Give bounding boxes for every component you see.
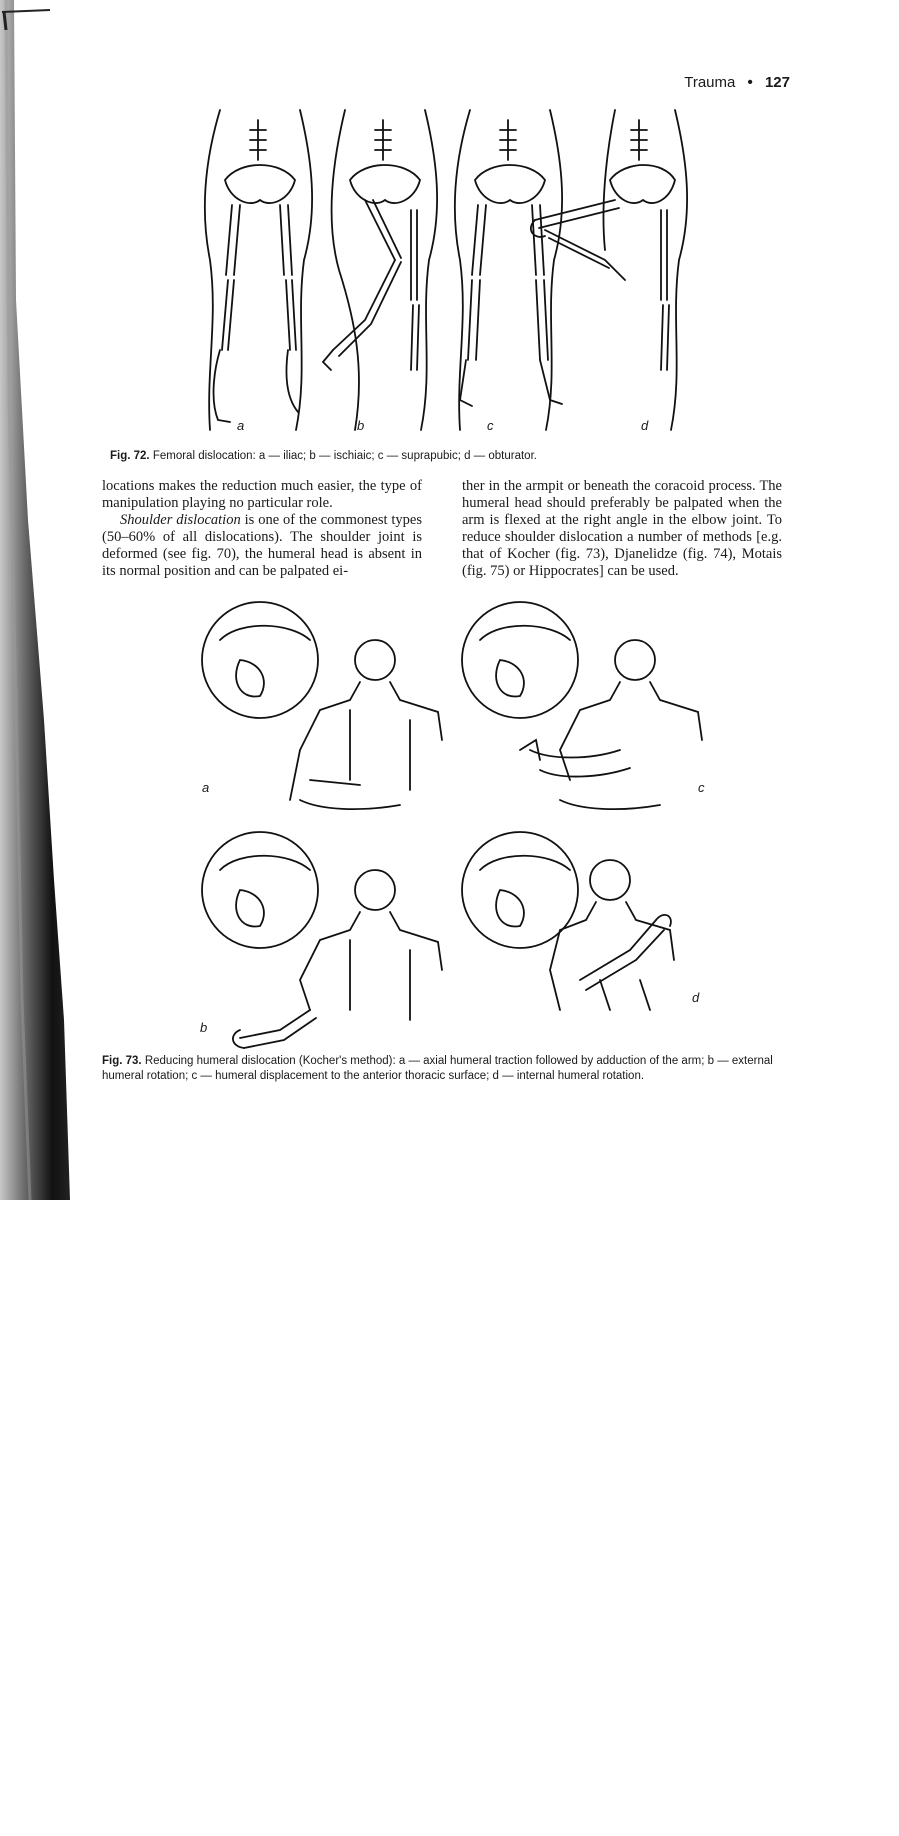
fig72-label-d: d [641,418,649,433]
fig73-label-c: c [698,780,705,795]
fig72-panel-a-skeleton [205,110,312,430]
figure-73-illustration [200,600,720,1050]
fig73-label-d: d [692,990,700,1005]
fig73-panel-c [462,602,702,809]
fig73-label-a: a [202,780,210,795]
figure-73-caption [102,1054,792,1084]
figure-72-illustration [200,100,720,440]
body-left-paragraph-2 [102,512,422,580]
running-header [640,74,790,96]
fig73-label-b: b [200,1020,208,1035]
fig73-caption-text: Reducing humeral dislocation (Kocher's method): a — axial humeral traction followed by adduction of the arm; b — external humeral rotation; c — humeral displacement to the anterior thoracic surface; d — internal humeral rotation. [102,1055,773,1082]
header-separator: • [747,74,753,91]
body-left-paragraph-1: locations makes the reduction much easier, the type of manipulation playing no particular role. [102,478,422,511]
section-title: Trauma [684,74,736,91]
body-right-paragraph: ther in the armpit or beneath the coracoid process. The humeral head should preferably be palpated when the arm is flexed at the right angle in the elbow joint. To reduce shoulder dislocation a number of methods [e.g. that of Kocher (fig. 73), Djanelidze (fig. 74), Motais (fig. 75) or Hippocrates] can be used. [462,478,782,579]
fig73-panel-b [202,832,442,1048]
fig72-label-b: b [357,418,365,433]
fig72-caption-text: Femoral dislocation: a — iliac; b — ischiaic; c — suprapubic; d — obturator. [152,450,537,462]
fig73-caption-prefix: Fig. 73. [102,1055,142,1067]
body-right-column [462,478,782,580]
shoulder-dislocation-term: Shoulder dislocation [120,512,241,528]
corner-crop-mark [0,0,52,30]
body-left-column [102,478,422,580]
fig73-panel-a [202,602,442,809]
body-left-paragraph-2-text: is one of the commonest types (50–60% of all dislocations). The shoulder joint is deformed (see fig. 70), the humeral head is absent in its normal position and can be palpated ei- [102,512,423,579]
fig72-panel-c-skeleton [455,110,562,430]
page-binding-shadow [0,0,78,1200]
fig72-label-a: a [237,418,245,433]
fig72-label-c: c [487,418,494,433]
page-number: 127 [764,74,790,91]
fig72-caption-prefix: Fig. 72. [110,450,150,462]
fig72-panel-d-skeleton [531,110,687,430]
fig72-panel-b-skeleton [323,110,437,430]
fig73-panel-d [462,832,674,1010]
figure-72-caption [110,449,790,464]
